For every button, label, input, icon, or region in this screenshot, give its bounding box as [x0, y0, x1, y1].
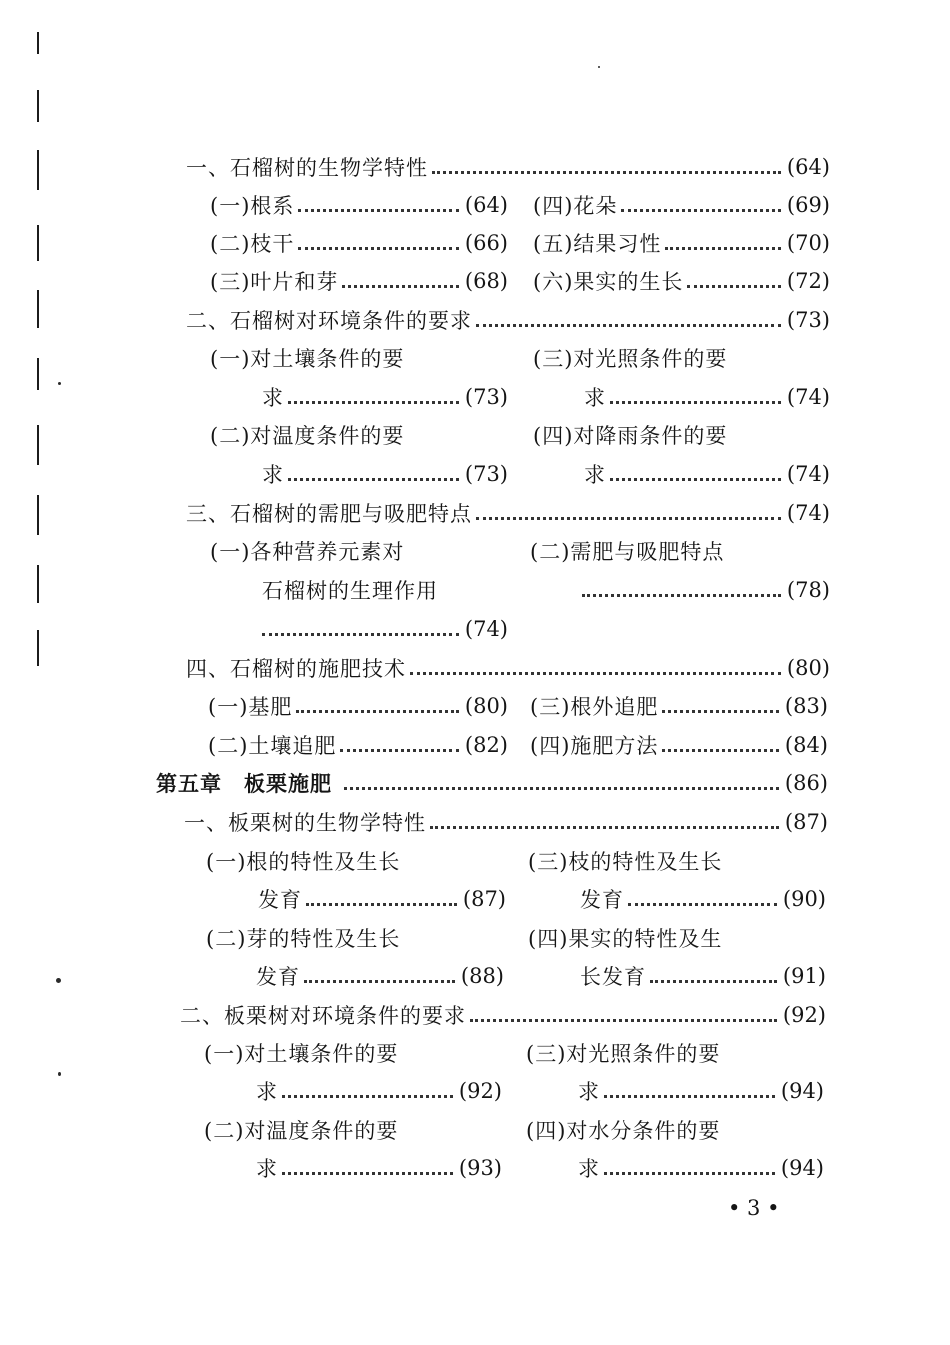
toc-page: (70): [786, 231, 830, 255]
toc-page: (84): [784, 733, 828, 757]
toc-entry-cont: [262, 614, 508, 644]
leader-dots: [288, 401, 459, 404]
toc-title: (二)芽的特性及生长: [206, 927, 401, 951]
toc-title: (二)对温度条件的要: [204, 1119, 399, 1143]
toc-page: (74): [786, 385, 830, 409]
toc-entry: [530, 691, 828, 721]
leader-dots: [582, 594, 781, 597]
binding-mark: [37, 32, 39, 54]
toc-page: (80): [786, 656, 830, 680]
toc-entry-cont: [258, 884, 506, 914]
toc-title: (三)对光照条件的要: [533, 347, 728, 371]
toc-title: 二、石榴树对环境条件的要求: [186, 309, 472, 333]
toc-entry: [210, 536, 404, 566]
toc-title: (一)对土壤条件的要: [210, 347, 405, 371]
toc-entry-cont: [580, 961, 826, 991]
scan-speck: [58, 1072, 61, 1076]
toc-title: (三)对光照条件的要: [526, 1042, 721, 1066]
toc-title: (一)各种营养元素对: [210, 540, 405, 564]
leader-dots: [621, 209, 781, 212]
toc-entry: [526, 1115, 720, 1145]
scan-speck: [56, 978, 61, 983]
scan-speck: [598, 66, 600, 68]
leader-dots: [604, 1172, 775, 1175]
toc-entry: [526, 1038, 720, 1068]
toc-title: 二、板栗树对环境条件的要求: [180, 1004, 466, 1028]
leader-dots: [262, 633, 459, 636]
toc-entry-cont: [256, 1153, 502, 1183]
toc-title: (三)根外追肥: [530, 695, 659, 719]
toc-page: (80): [464, 694, 508, 718]
toc-title: (五)结果习性: [533, 232, 662, 256]
toc-entry: [528, 923, 722, 953]
toc-title: (四)果实的特性及生: [528, 927, 723, 951]
toc-page: (86): [784, 771, 828, 795]
toc-entry: [533, 228, 830, 258]
toc-title: 石榴树的生理作用: [262, 579, 438, 603]
leader-dots: [304, 980, 455, 983]
toc-title: 求: [584, 463, 606, 487]
leader-dots: [342, 285, 459, 288]
binding-mark: [37, 150, 39, 190]
toc-entry-cont: [262, 575, 438, 605]
toc-entry: [208, 691, 508, 721]
toc-title: 发育: [256, 965, 300, 989]
binding-mark: [37, 90, 39, 122]
toc-title: 发育: [258, 888, 302, 912]
toc-title: (一)对土壤条件的要: [204, 1042, 399, 1066]
leader-dots: [298, 247, 459, 250]
toc-page: (64): [786, 155, 830, 179]
toc-entry: [528, 846, 722, 876]
toc-title: 求: [256, 1157, 278, 1181]
toc-title: (一)根的特性及生长: [206, 850, 401, 874]
toc-page: (92): [782, 1003, 826, 1027]
toc-entry: [204, 1115, 398, 1145]
toc-entry-cont: [578, 1076, 824, 1106]
toc-entry-cont: [256, 1076, 502, 1106]
toc-entry: [533, 190, 830, 220]
toc-chapter: [156, 768, 828, 798]
toc-page: (92): [458, 1079, 502, 1103]
toc-title: (四)施肥方法: [530, 734, 659, 758]
toc-page: (83): [784, 694, 828, 718]
toc-page: (73): [464, 385, 508, 409]
toc-title: 长发育: [580, 965, 646, 989]
toc-page: (68): [464, 269, 508, 293]
leader-dots: [662, 710, 779, 713]
leader-dots: [306, 903, 457, 906]
scan-speck: [58, 382, 61, 385]
toc-title: 求: [584, 386, 606, 410]
toc-entry: [533, 266, 830, 296]
toc-entry-cont: [578, 1153, 824, 1183]
leader-dots: [476, 324, 781, 327]
toc-page: (88): [460, 964, 504, 988]
toc-entry: [210, 190, 508, 220]
leader-dots: [610, 478, 781, 481]
toc-title: (四)对水分条件的要: [526, 1119, 721, 1143]
toc-page: (94): [780, 1079, 824, 1103]
toc-section: [186, 653, 830, 683]
toc-title: (一)根系: [210, 194, 295, 218]
leader-dots: [298, 209, 459, 212]
toc-section: [186, 152, 830, 182]
toc-entry: [210, 266, 508, 296]
toc-page: (74): [464, 617, 508, 641]
toc-title: (二)对温度条件的要: [210, 424, 405, 448]
leader-dots: [282, 1095, 453, 1098]
toc-title: 发育: [580, 888, 624, 912]
toc-title: (一)基肥: [208, 695, 293, 719]
toc-title: 第五章 板栗施肥: [156, 771, 332, 796]
toc-entry: [204, 1038, 398, 1068]
toc-page: (93): [458, 1156, 502, 1180]
toc-title: 三、石榴树的需肥与吸肥特点: [186, 502, 472, 526]
toc-entry: [210, 228, 508, 258]
leader-dots: [604, 1095, 775, 1098]
toc-title: (四)花朵: [533, 194, 618, 218]
toc-entry: [210, 343, 404, 373]
toc-title: (四)对降雨条件的要: [533, 424, 728, 448]
binding-mark: [37, 565, 39, 603]
toc-section: [180, 1000, 826, 1030]
leader-dots: [432, 171, 781, 174]
toc-page: (87): [784, 810, 828, 834]
toc-entry: [533, 420, 727, 450]
toc-entry: [530, 730, 828, 760]
page-number: • 3 •: [728, 1196, 780, 1220]
toc-title: 求: [262, 463, 284, 487]
toc-page: (73): [464, 462, 508, 486]
leader-dots: [476, 517, 781, 520]
leader-dots: [687, 285, 781, 288]
binding-mark: [37, 495, 39, 535]
toc-page: (74): [786, 462, 830, 486]
toc-title: 求: [578, 1080, 600, 1104]
toc-title: (三)叶片和芽: [210, 270, 339, 294]
toc-entry-cont: [262, 382, 508, 412]
toc-page: (69): [786, 193, 830, 217]
toc-section: [184, 807, 828, 837]
toc-title: 求: [578, 1157, 600, 1181]
toc-entry: [533, 343, 727, 373]
toc-title: (二)需肥与吸肥特点: [530, 540, 725, 564]
toc-title: 求: [256, 1080, 278, 1104]
leader-dots: [610, 401, 781, 404]
leader-dots: [650, 980, 777, 983]
toc-page: (94): [780, 1156, 824, 1180]
toc-title: (二)土壤追肥: [208, 734, 337, 758]
leader-dots: [662, 749, 779, 752]
toc-entry-cont: [584, 382, 830, 412]
binding-mark: [37, 630, 39, 666]
toc-page: (78): [786, 578, 830, 602]
toc-page: (91): [782, 964, 826, 988]
toc-page: (72): [786, 269, 830, 293]
leader-dots: [288, 478, 459, 481]
toc-title: (六)果实的生长: [533, 270, 684, 294]
toc-page: (82): [464, 733, 508, 757]
leader-dots: [665, 247, 781, 250]
leader-dots: [340, 749, 459, 752]
leader-dots: [470, 1019, 777, 1022]
leader-dots: [344, 787, 779, 790]
toc-entry-cont: [580, 884, 826, 914]
binding-mark: [37, 225, 39, 261]
toc-section: [186, 498, 830, 528]
toc-title: 一、板栗树的生物学特性: [184, 811, 426, 835]
toc-entry-cont: [582, 575, 830, 605]
toc-page: (90): [782, 887, 826, 911]
binding-mark: [37, 425, 39, 465]
binding-mark: [37, 358, 39, 390]
leader-dots: [628, 903, 777, 906]
leader-dots: [282, 1172, 453, 1175]
toc-entry: [210, 420, 404, 450]
toc-entry: [206, 846, 400, 876]
toc-title: (二)枝干: [210, 232, 295, 256]
toc-title: 一、石榴树的生物学特性: [186, 156, 428, 180]
leader-dots: [430, 826, 779, 829]
toc-title: (三)枝的特性及生长: [528, 850, 723, 874]
binding-mark: [37, 290, 39, 328]
toc-title: 四、石榴树的施肥技术: [186, 657, 406, 681]
toc-entry: [530, 536, 724, 566]
toc-page: (64): [464, 193, 508, 217]
toc-page: (87): [462, 887, 506, 911]
toc-entry-cont: [256, 961, 504, 991]
toc-section: [186, 305, 830, 335]
toc-page: (74): [786, 501, 830, 525]
toc-entry: [206, 923, 400, 953]
toc-page: (73): [786, 308, 830, 332]
leader-dots: [410, 672, 781, 675]
toc-title: 求: [262, 386, 284, 410]
toc-page: (66): [464, 231, 508, 255]
toc-entry-cont: [262, 459, 508, 489]
leader-dots: [296, 710, 459, 713]
toc-entry-cont: [584, 459, 830, 489]
toc-entry: [208, 730, 508, 760]
